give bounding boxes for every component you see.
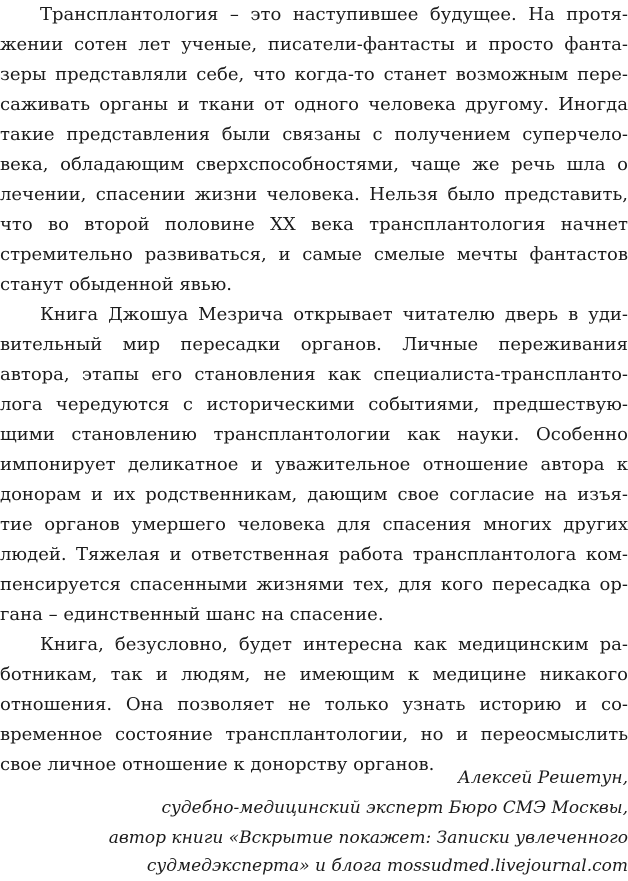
signature-author-blog: судмедэксперта» и блога mossudmed.livejournal.com [146,856,628,876]
paragraph-2-line-3: автора, этапы его становления как специалиста-транспланто- [0,364,628,385]
paragraph-2-line-1: Книга Джошуа Мезрича открывает читателю дверь в уди- [40,304,628,325]
paragraph-2-line-4: лога чередуются с историческими событиями, предшествую- [0,394,628,415]
paragraph-3-line-5: свое личное отношение к донорству органов. [0,754,435,775]
paragraph-3-line-3: отношения. Она позволяет не только узнать историю и со- [0,694,628,715]
paragraph-1-line-3: зеры представляли себе, что когда-то станет возможным пере- [0,64,628,85]
paragraph-2-line-11: гана – единственный шанс на спасение. [0,604,384,625]
paragraph-2-line-7: донорам и их родственникам, дающим свое согласие на изъя- [0,484,628,505]
paragraph-2-line-2: вительный мир пересадки органов. Личные переживания [0,334,628,355]
paragraph-1-line-10: станут обыденной явью. [0,274,233,295]
paragraph-1-line-7: лечении, спасении жизни человека. Нельзя было представить, [0,184,628,205]
paragraph-3-line-2: ботникам, так и людям, не имеющим к медицине никакого [0,664,628,685]
paragraph-1-line-2: жении сотен лет ученые, писатели-фантасты и просто фанта- [0,34,628,55]
paragraph-1-line-8: что во второй половине XX века трансплантология начнет [0,214,628,235]
paragraph-2-line-5: щими становлению трансплантологии как науки. Особенно [0,424,628,445]
paragraph-3-line-1: Книга, безусловно, будет интересна как медицинским ра- [40,634,628,655]
paragraph-1-line-5: такие представления были связаны с получением суперчело- [0,124,628,145]
paragraph-1-line-9: стремительно развиваться, и самые смелые мечты фантастов [0,244,628,265]
signature-author-name: Алексей Решетун, [457,768,628,788]
signature-author-book: автор книги «Вскрытие покажет: Записки увлеченного [108,828,628,848]
paragraph-2-line-10: пенсируется спасенными жизнями тех, для кого пересадка ор- [0,574,628,595]
paragraph-3-line-4: временное состояние трансплантологии, но и переосмыслить [0,724,628,745]
paragraph-2-line-9: людей. Тяжелая и ответственная работа трансплантолога ком- [0,544,628,565]
paragraph-1-line-6: века, обладающим сверхспособностями, чаще же речь шла о [0,154,628,175]
paragraph-2-line-8: тие органов умершего человека для спасения многих других [0,514,628,535]
paragraph-1-line-1: Трансплантология – это наступившее будущее. На протя- [40,4,628,25]
signature-author-title: судебно-медицинский эксперт Бюро СМЭ Москвы, [161,798,628,818]
paragraph-1-line-4: саживать органы и ткани от одного человека другому. Иногда [0,94,628,115]
paragraph-2-line-6: импонирует деликатное и уважительное отношение автора к [0,454,628,475]
